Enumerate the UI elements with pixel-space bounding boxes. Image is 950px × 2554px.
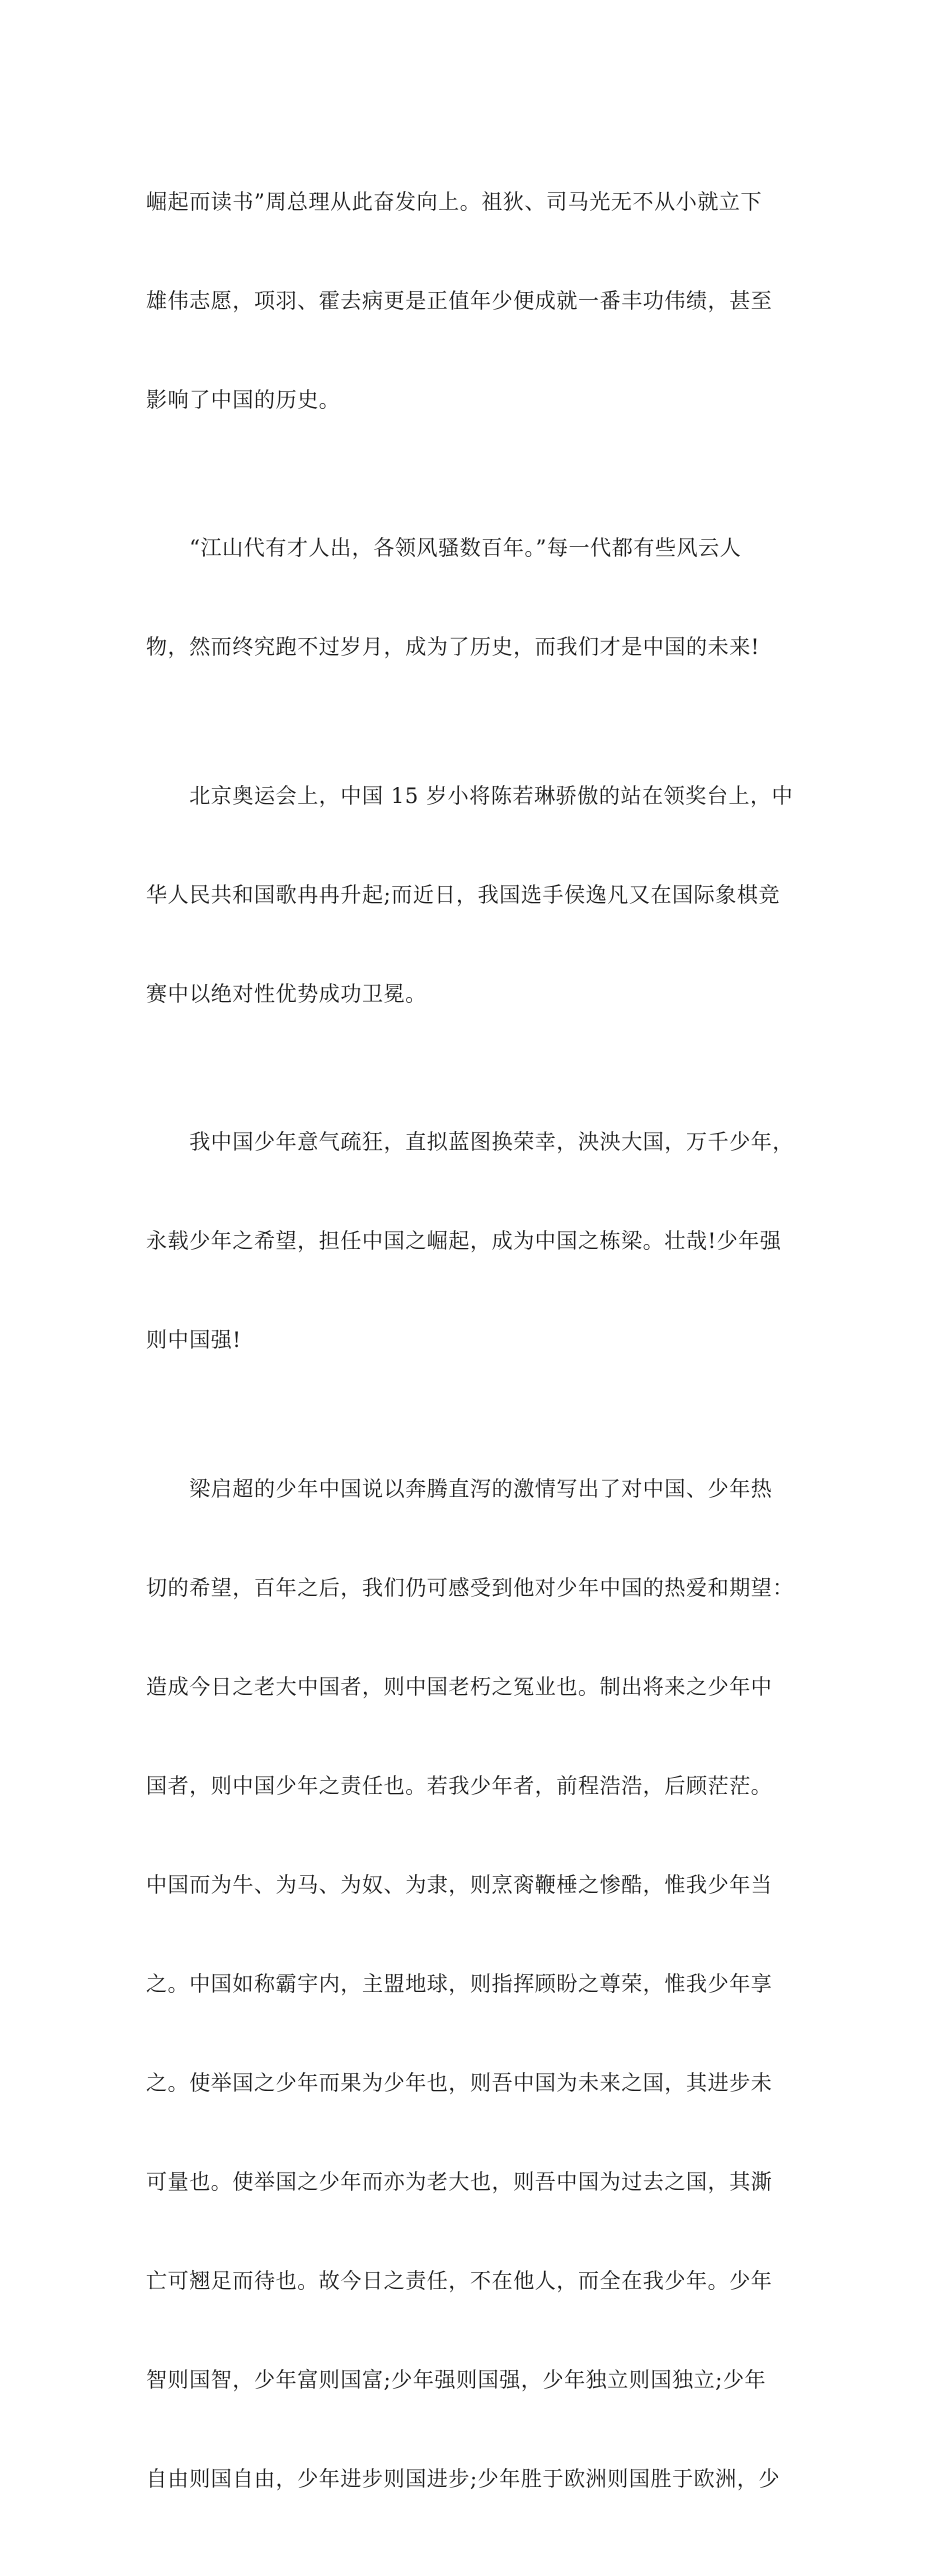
document-body: [146, 128, 808, 2554]
text-line: 则中国强!: [146, 1328, 242, 1352]
paragraph-5: [146, 1415, 808, 2554]
paragraph-2: [146, 475, 808, 723]
text-line: “江山代有才人出，各领风骚数百年。”每一代都有些风云人: [146, 536, 742, 560]
text-line: 自由则国自由，少年进步则国进步;少年胜于欧洲则国胜于欧洲，少: [146, 2466, 781, 2491]
text-line: 物，然而终究跑不过岁月，成为了历史，而我们才是中国的未来!: [146, 635, 760, 659]
text-line: 造成今日之老大中国者，则中国老朽之冤业也。制出将来之少年中: [146, 1674, 773, 1699]
text-line: 亡可翘足而待也。故今日之责任，不在他人，而全在我少年。少年: [146, 2268, 773, 2293]
text-line: 国者，则中国少年之责任也。若我少年者，前程浩浩，后顾茫茫。: [146, 1773, 773, 1798]
text-line: 中国而为牛、为马、为奴、为隶，则烹脔鞭棰之惨酷，惟我少年当: [146, 1872, 773, 1897]
text-line: 赛中以绝对性优势成功卫冕。: [146, 981, 427, 1006]
text-line: 北京奥运会上，中国 15 岁小将陈若琳骄傲的站在领奖台上，中: [146, 783, 794, 808]
text-line: 切的希望，百年之后，我们仍可感受到他对少年中国的热爱和期望：: [146, 1575, 794, 1600]
text-line: 之。中国如称霸宇内，主盟地球，则指挥顾盼之尊荣，惟我少年享: [146, 1971, 773, 1996]
text-line: 可量也。使举国之少年而亦为老大也，则吾中国为过去之国，其澌: [146, 2169, 773, 2194]
text-line: 之。使举国之少年而果为少年也，则吾中国为未来之国，其进步未: [146, 2070, 773, 2095]
text-line: 雄伟志愿，项羽、霍去病更是正值年少便成就一番丰功伟绩，甚至: [146, 288, 773, 313]
text-line: 影响了中国的历史。: [146, 387, 341, 412]
paragraph-4: [146, 1069, 808, 1416]
text-line: 永载少年之希望，担任中国之崛起，成为中国之栋梁。壮哉!少年强: [146, 1229, 782, 1253]
text-line: 智则国智，少年富则国富;少年强则国强，少年独立则国独立;少年: [146, 2367, 767, 2392]
text-line: 梁启超的少年中国说以奔腾直泻的激情写出了对中国、少年热: [146, 1476, 773, 1501]
paragraph-3: [146, 722, 808, 1069]
text-line: 华人民共和国歌冉冉升起;而近日，我国选手侯逸凡又在国际象棋竞: [146, 882, 781, 907]
paragraph-1: [146, 128, 808, 475]
text-line: 我中国少年意气疏狂，直拟蓝图换荣幸，泱泱大国，万千少年，: [146, 1130, 794, 1154]
text-line: 崛起而读书”周总理从此奋发向上。祖狄、司马光无不从小就立下: [146, 189, 763, 214]
